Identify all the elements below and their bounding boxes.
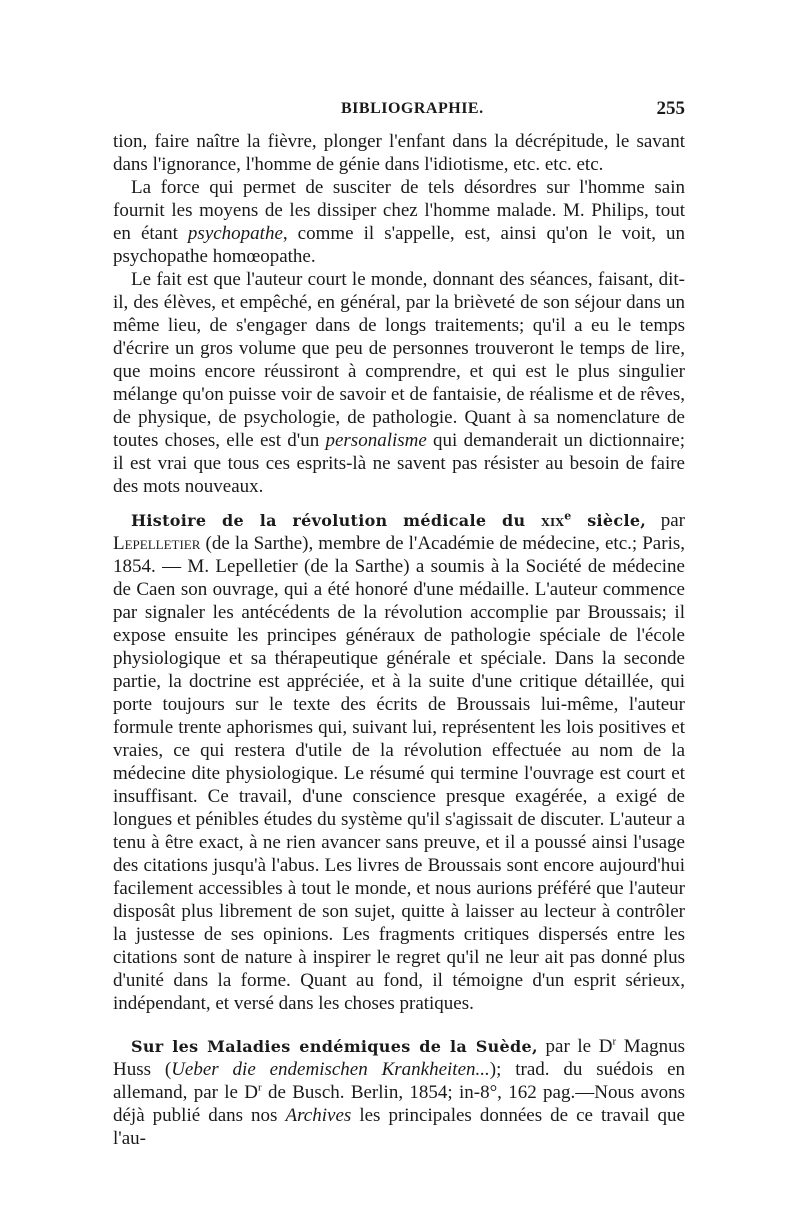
- paragraph-text: tion, faire naître la fièvre, plonger l'enfant dans la décrépitude, le savant dans l'ignorance, l'homme de génie dans l'idiotisme, etc. etc. etc.: [113, 131, 685, 175]
- paragraph: [113, 130, 685, 176]
- page-header: [113, 100, 685, 130]
- entry-title-part: siècle,: [571, 511, 647, 530]
- paragraph: [113, 176, 685, 268]
- entry-title: [131, 511, 646, 530]
- entry-text: ); trad. du suédois en allemand, par le D: [113, 1059, 686, 1103]
- entry-text: (: [151, 1059, 172, 1080]
- spacer: [113, 1015, 685, 1035]
- entry-by: par: [646, 510, 685, 531]
- italic-term: psychopathe: [187, 223, 283, 244]
- paragraph-text: La force qui permet de susciter de tels désordres sur l'homme sain fournit les moyens de les dissiper chez l'homme malade. M. Philips, tout en étant: [113, 177, 685, 244]
- entry-text: (de la Sarthe), membre de l'Académie de médecine, etc.; Paris, 1854. — M. Lepelletier (de la Sarthe) a soumis à la Société de médecine de Caen son ouvrage, qui a été honoré d'une médaille. L'auteur commence par signaler les antécédents de la révolution accomplie par Broussais; il expose ensuite les principes généraux de pathologie spéciale de l'école physiologique et sa thérapeutique générale et spéciale. Dans la seconde partie, la doctrine est appréciée, et à la suite d'une critique détaillée, qui porte toujours sur le texte des écrits de Broussais lui-même, l'auteur formule trente aphorismes qui, suivant lui, représentent les lois positives et vraies, ce qui restera d'utile de la révolution effectuée au nom de la médecine dite physiologique. Le résumé qui termine l'ouvrage est court et insuffisant. Ce travail, d'une conscience presque exagérée, a exigé de longues et pénibles études du système qu'il s'agissait de discuter. L'auteur a tenu à être exact, à ne rien avancer sans preuve, et il a poussé ainsi l'usage des citations jusqu'à l'abus. Les livres de Broussais sont encore aujourd'hui facilement accessibles à tout le monde, et nous aurions préféré que l'auteur disposât plus librement de son sujet, quitte à laisser au lecteur à contrôler la justesse de ses opinions. Les fragments critiques dispersés entre les citations sont de nature à inspirer le regret qu'il ne leur ait pas donné plus d'unité dans la forme. Quant au fond, il témoigne d'un esprit sérieux, indépendant, et versé dans les choses pratiques.: [113, 533, 685, 1014]
- italic-term: Archives: [285, 1105, 352, 1126]
- entry-title-century: xix: [541, 511, 565, 530]
- entry-sup: r: [612, 1035, 617, 1048]
- book-page: [113, 100, 685, 1150]
- entry-original-title: Ueber die endemischen Krankheiten...: [171, 1059, 490, 1080]
- entry-text: de Busch. Berlin, 1854; in-8°, 162 pag.—Nous avons déjà publié dans nos: [113, 1082, 685, 1126]
- entry-title-part: Histoire de la révolution médicale du: [131, 511, 542, 530]
- page-number: 255: [656, 98, 685, 119]
- bibliography-entry: [113, 1035, 685, 1150]
- paragraph-text: Le fait est que l'auteur court le monde, donnant des séances, faisant, dit-il, des élèves, et empêché, en général, par la brièveté de son séjour dans un même lieu, de s'engager dans de longs traitements; qu'il a eu le temps d'écrire un gros volume que peu de personnes trouveront le temps de lire, que moins encore réussiront à comprendre, et qui est le plus singulier mélange qu'on puisse voir de savoir et de fantaisie, de réalisme et de rêves, de physique, de psychologie, de pathologie. Quant à sa nomenclature de toutes choses, elle est d'un: [113, 269, 685, 451]
- entry-title-sup: e: [564, 509, 572, 523]
- entry-sup: r: [258, 1081, 262, 1094]
- entry-title: Sur les Maladies endémiques de la Suède,: [131, 1037, 538, 1056]
- spacer: [113, 498, 685, 509]
- entry-author: Lepelletier: [113, 533, 201, 554]
- italic-term: personalisme: [325, 430, 427, 451]
- body-text: [113, 130, 685, 1150]
- bibliography-entry: [113, 509, 685, 1015]
- paragraph-text: , comme il s'appelle, est, ainsi qu'on le voit, un psychopathe homœopathe.: [113, 223, 686, 267]
- entry-author: Magnus Huss: [113, 1036, 685, 1080]
- paragraph: [113, 268, 685, 498]
- entry-text: les principales données de ce travail que l'au-: [113, 1105, 685, 1149]
- entry-by: par le D: [537, 1036, 613, 1057]
- paragraph-text: qui demanderait un dictionnaire; il est vrai que tous ces esprits-là ne savent pas résister au besoin de faire des mots nouveaux.: [113, 430, 685, 497]
- running-head: BIBLIOGRAPHIE.: [341, 100, 484, 117]
